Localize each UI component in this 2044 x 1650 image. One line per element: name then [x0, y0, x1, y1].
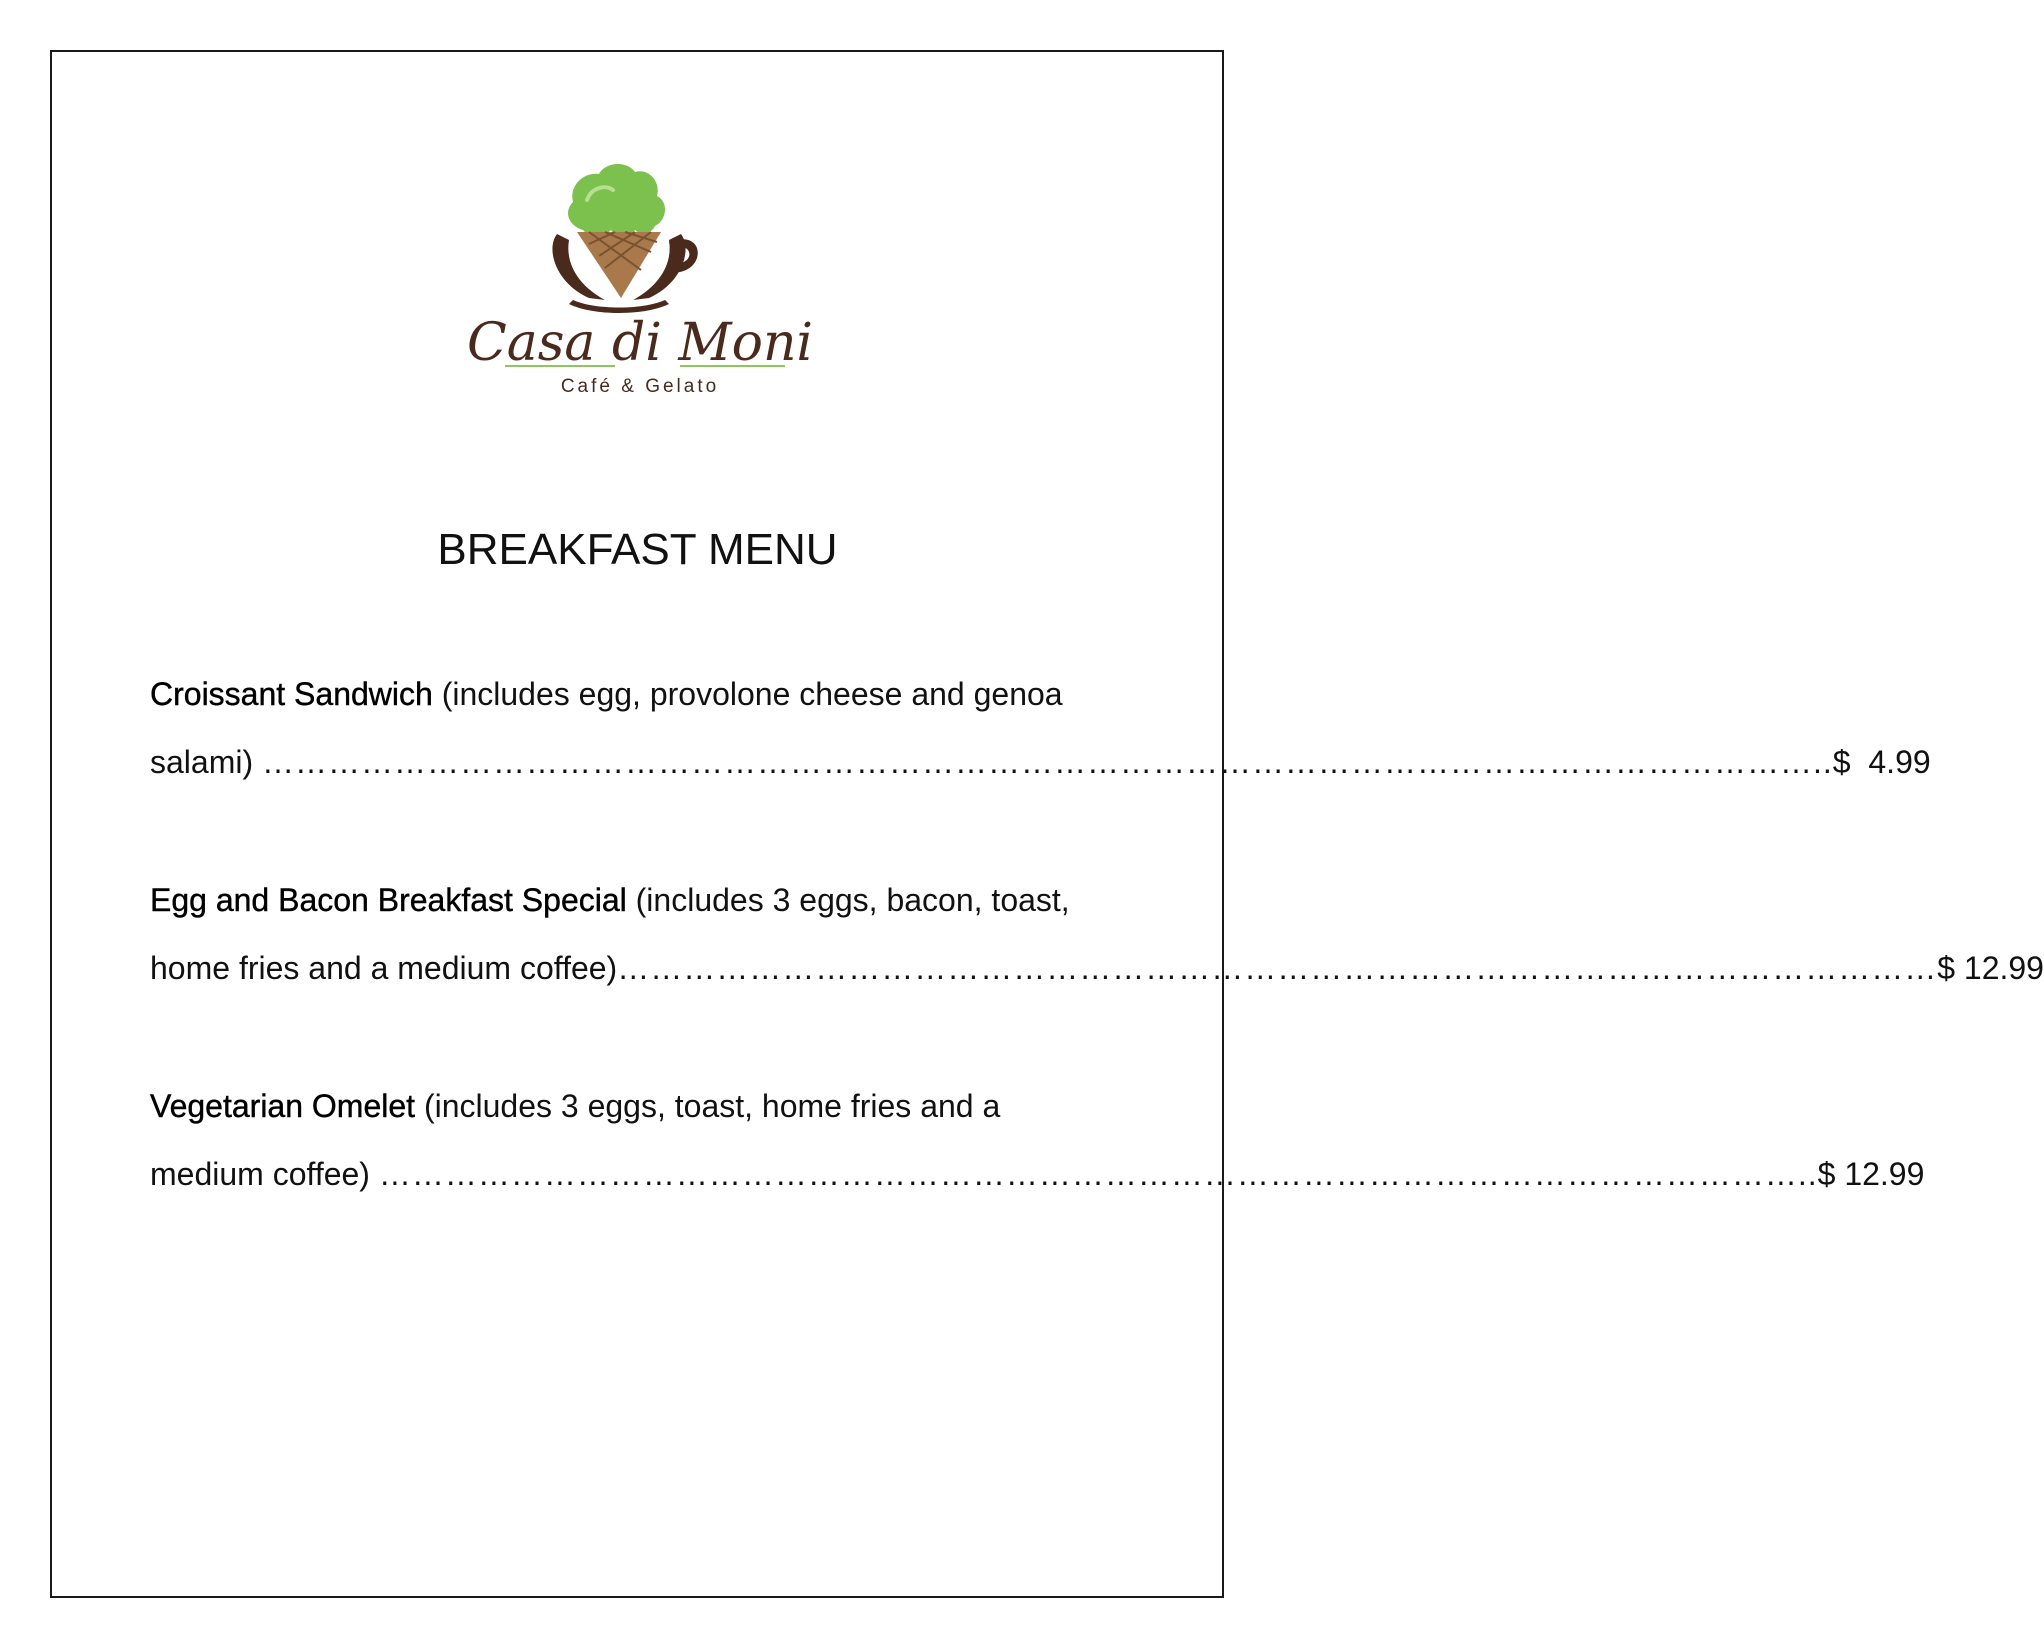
menu-item-line-1: [150, 1072, 1130, 1140]
menu-item-description-cont: salami): [150, 744, 263, 780]
menu-title: BREAKFAST MENU: [437, 525, 838, 574]
menu-item-description-cont: medium coffee): [150, 1156, 379, 1192]
menu-item-line-1: [150, 660, 1130, 728]
menu-item-name: Egg and Bacon Breakfast Special: [150, 882, 627, 918]
menu-item-name: Vegetarian Omelet: [150, 1088, 416, 1124]
menu-item-line-1: [150, 866, 1130, 934]
menu-item-description: (includes egg, provolone cheese and genoa: [432, 676, 1063, 712]
menu-item-price: $ 4.99: [1832, 744, 1931, 780]
menu-item-price: $ 12.99: [1817, 1156, 1925, 1192]
menu-item: [150, 866, 2044, 1002]
dot-leader: …………………………………………………………………………………………………………………..: [378, 1156, 1818, 1192]
menu-item-description-cont: home fries and a medium coffee): [150, 950, 618, 986]
dot-leader: …………………………………………………………………………………………………………: [617, 950, 1938, 986]
menu-item-name: Croissant Sandwich: [150, 676, 433, 712]
menu-item: [150, 660, 1931, 796]
menu-item-description: (includes 3 eggs, bacon, toast,: [626, 882, 1070, 918]
menu-item-line-2: [150, 1140, 1925, 1208]
dot-leader: ……………………………………………………………………………………………………………………………..: [262, 744, 1833, 780]
gelato-scoop-icon: [568, 164, 665, 236]
menu-item-price: $ 12.99: [1937, 950, 2044, 986]
brand-name: Casa di Moni: [466, 313, 814, 373]
menu-item-line-2: [150, 728, 1931, 796]
menu-item-description: (includes 3 eggs, toast, home fries and a: [415, 1088, 1001, 1124]
brand-tagline: Café & Gelato: [560, 376, 720, 397]
menu-item-line-2: [150, 934, 2044, 1002]
menu-item: [150, 1072, 1925, 1208]
casa-di-moni-logo: [465, 160, 815, 410]
cone-icon: [577, 232, 661, 298]
